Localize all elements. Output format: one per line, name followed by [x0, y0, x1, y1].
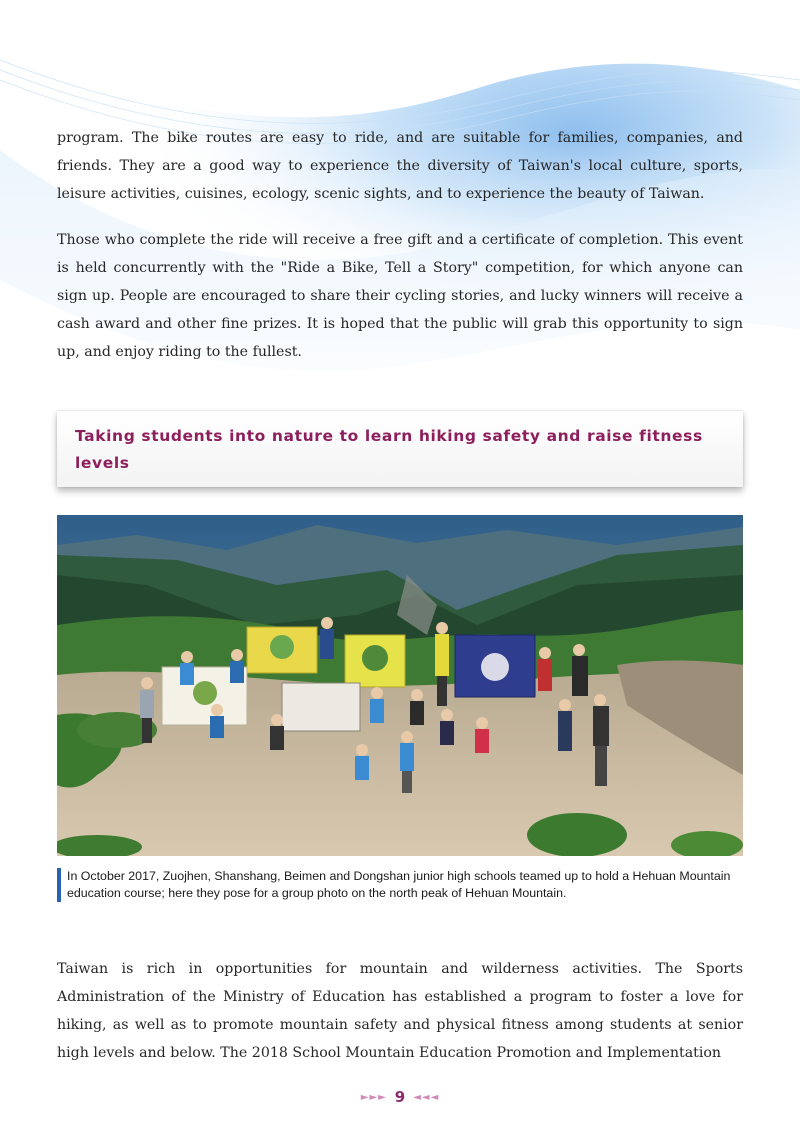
group-photo [57, 515, 743, 856]
page-number: 9 [394, 1088, 406, 1106]
photo-caption: In October 2017, Zuojhen, Shanshang, Beimen and Dongshan junior high schools teamed up to hold a Hehuan Mountain education course; here they pose for a group photo on the north peak of Hehuan Mountain. [57, 868, 743, 902]
body-paragraph-3: Taiwan is rich in opportunities for mountain and wilderness activities. The Sports Administration of the Ministry of Education has established a program to foster a love for hiking, as well as to promote mountain safety and physical fitness among students at senior high levels and below. The 2018 School Mountain Education Promotion and Implementation [57, 961, 743, 1061]
right-arrows-icon: ►►► [360, 1092, 387, 1103]
section-heading: Taking students into nature to learn hiking safety and raise fitness levels [75, 427, 703, 472]
section-heading-box [57, 411, 743, 487]
body-paragraph-1: program. The bike routes are easy to ride, and are suitable for families, companies, and friends. They are a good way to experience the diversity of Taiwan's local culture, sports, leisure activities, cuisines, ecology, scenic sights, and to experience the beauty of Taiwan. [57, 130, 743, 202]
body-paragraph-2: Those who complete the ride will receive a free gift and a certificate of completion. This event is held concurrently with the "Ride a Bike, Tell a Story" competition, for which anyone can sign up. People are encouraged to share their cycling stories, and lucky winners will receive a cash award and other fine prizes. It is hoped that the public will grab this opportunity to sign up, and enjoy riding to the fullest. [57, 232, 743, 360]
mountain-group-photo-illustration [57, 515, 743, 856]
left-arrows-icon: ◄◄◄ [413, 1092, 440, 1103]
page-number-footer [0, 1088, 800, 1106]
